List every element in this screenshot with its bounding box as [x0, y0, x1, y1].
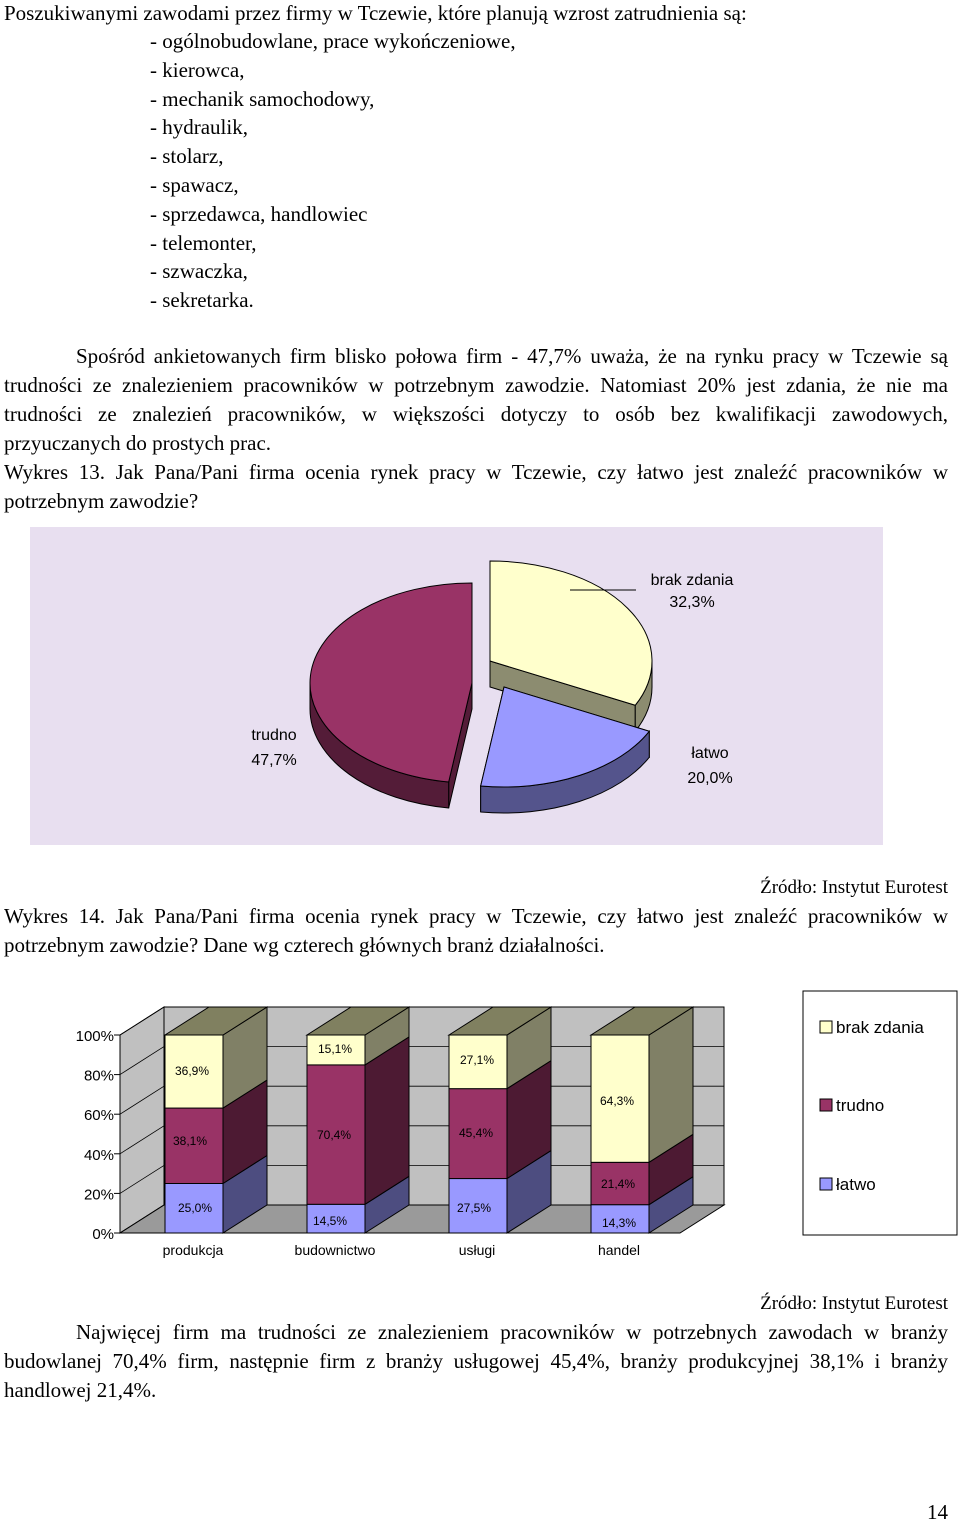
profession-item: - mechanik samochodowy, [150, 86, 375, 111]
paragraph-2-text: Najwięcej firm ma trudności ze znalezieniem pracowników w potrzebnych zawodach w branży budowlanej 70,4% firm, następnie firm z branży usługowej 45,4%, branży produkcyjnej 38,1% i branży handlowej 21,4%. [4, 1320, 948, 1402]
y-tick-label: 100% [75, 1028, 114, 1045]
legend-label: brak zdania [836, 1018, 924, 1037]
bar-value-label: 15,1% [317, 1042, 353, 1056]
bar-side-wall [120, 1007, 164, 1233]
y-tick-label: 40% [83, 1146, 114, 1164]
pie-chart [0, 525, 960, 855]
bar-value-label: 64,3% [599, 1094, 635, 1108]
bar-value-label: 27,1% [459, 1053, 495, 1067]
pie-value-label: 20,0% [687, 770, 733, 787]
intro-text: Poszukiwanymi zawodami przez firmy w Tczewie, które planują wzrost zatrudnienia są: [4, 1, 747, 25]
professions-list [150, 27, 516, 315]
chart14-caption: Wykres 14. Jak Pana/Pani firma ocenia rynek pracy w Tczewie, czy łatwo jest znaleźć pracowników w potrzebnym zawodzie? Dane wg czterech głównych branż działalności. [4, 904, 948, 957]
y-tick-label: 60% [83, 1107, 114, 1125]
paragraph-1-text: Spośród ankietowanych firm blisko połowa firm - 47,7% uważa, że na rynku pracy w Tczewie są trudności ze znalezieniem pracowników w potrzebnym zawodzie. Natomiast 20% jest zdania, że nie ma trudności ze znalezień pracowników, w większości dotyczy to osób bez kwalifikacji zawodowych, przyuczanych do prostych prac. [4, 344, 948, 455]
pie-label: łatwo [691, 745, 729, 762]
y-tick-label: 20% [83, 1186, 114, 1204]
profession-item: - stolarz, [150, 144, 224, 169]
bar-side-face [365, 1037, 409, 1204]
pie-value-label: 32,3% [669, 594, 715, 611]
profession-item: - sekretarka. [150, 288, 254, 313]
source-2: Źródło: Instytut Eurotest [760, 1293, 948, 1314]
chart13-caption: Wykres 13. Jak Pana/Pani firma ocenia rynek pracy w Tczewie, czy łatwo jest znaleźć pracowników w potrzebnym zawodzie? [4, 460, 948, 513]
bar-value-label: 45,4% [458, 1126, 494, 1140]
paragraph-1 [4, 342, 948, 458]
bar-value-label: 70,4% [316, 1128, 352, 1142]
pie-value-label: 47,7% [251, 752, 297, 769]
bar-value-label: 14,5% [312, 1214, 348, 1228]
page-number: 14 [927, 1500, 948, 1524]
legend-swatch [820, 1099, 832, 1111]
x-category-label: budownictwo [294, 1242, 376, 1258]
y-tick-label: 80% [83, 1067, 114, 1085]
legend-swatch [820, 1178, 832, 1190]
paragraph-2 [4, 1318, 948, 1405]
profession-item: - kierowca, [150, 57, 245, 82]
source-1: Źródło: Instytut Eurotest [760, 877, 948, 898]
bar-value-label: 25,0% [177, 1201, 213, 1215]
profession-item: - telemonter, [150, 230, 257, 255]
bar-value-label: 14,3% [601, 1216, 637, 1230]
pie-label: brak zdania [650, 572, 734, 589]
x-category-label: usługi [458, 1242, 496, 1258]
y-tick-label: 0% [92, 1226, 114, 1243]
bar-value-label: 27,5% [456, 1201, 492, 1215]
profession-item: - hydraulik, [150, 115, 248, 140]
stacked-bar-chart [0, 985, 960, 1275]
x-category-label: produkcja [162, 1242, 224, 1258]
legend-label: trudno [836, 1096, 885, 1115]
bar-value-label: 21,4% [600, 1177, 636, 1191]
x-category-label: handel [597, 1242, 641, 1258]
profession-item: - spawacz, [150, 172, 239, 197]
legend-swatch [820, 1021, 832, 1033]
bar-value-label: 36,9% [174, 1064, 210, 1078]
profession-item: - ogólnobudowlane, prace wykończeniowe, [150, 29, 516, 53]
profession-item: - sprzedawca, handlowiec [150, 201, 368, 226]
profession-item: - szwaczka, [150, 259, 248, 284]
bar-value-label: 38,1% [172, 1134, 208, 1148]
pie-label: trudno [251, 727, 297, 744]
legend-label: łatwo [836, 1175, 876, 1194]
